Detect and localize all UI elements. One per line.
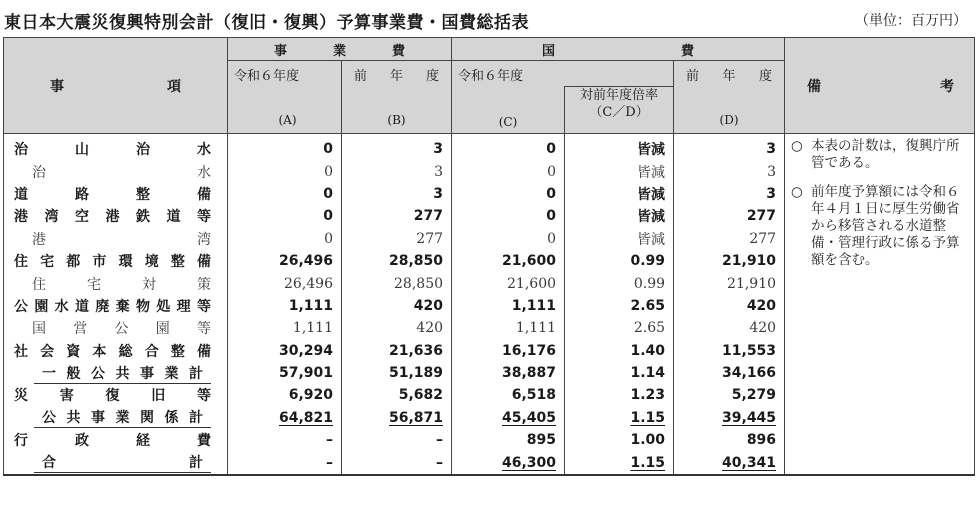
row-value-d: 21,910 xyxy=(674,272,785,294)
row-value-a: 0 xyxy=(228,205,342,227)
header-d: 前 年 度 (D) xyxy=(674,61,785,134)
row-value-b: 3 xyxy=(342,183,452,205)
row-value-b: 3 xyxy=(342,134,452,161)
row-item-label: 行 政 経 費 xyxy=(4,429,228,451)
header-jigyohi: 事 業 費 xyxy=(228,38,452,61)
header-note: 備 考 xyxy=(785,38,975,134)
row-value-a: 1,111 xyxy=(228,295,342,317)
row-value-a: 6,920 xyxy=(228,384,342,406)
row-value-b: 28,850 xyxy=(342,272,452,294)
row-value-c: 38,887 xyxy=(452,362,565,384)
row-value-c: 1,111 xyxy=(452,317,565,339)
row-value-b: – xyxy=(342,429,452,451)
circle-bullet-icon: ○ xyxy=(791,138,803,154)
row-value-ratio: 0.99 xyxy=(565,250,674,272)
row-item-label: 住 宅 都 市 環 境 整 備 xyxy=(4,250,228,272)
row-value-a: 64,821 xyxy=(228,407,342,429)
row-value-b: 21,636 xyxy=(342,340,452,362)
row-value-ratio: 1.40 xyxy=(565,340,674,362)
row-value-c: 21,600 xyxy=(452,250,565,272)
row-value-c: 16,176 xyxy=(452,340,565,362)
row-item-label: 住 宅 対 策 xyxy=(4,272,228,294)
page-title: 東日本大震災復興特別会計（復旧・復興）予算事業費・国費総括表 xyxy=(4,13,529,33)
row-value-a: – xyxy=(228,451,342,474)
header-item: 事 項 xyxy=(4,38,228,134)
row-value-c: 0 xyxy=(452,160,565,182)
row-value-c: 0 xyxy=(452,205,565,227)
row-value-d: 3 xyxy=(674,183,785,205)
row-value-d: 5,279 xyxy=(674,384,785,406)
row-value-ratio: 皆減 xyxy=(565,134,674,161)
row-value-ratio: 皆減 xyxy=(565,160,674,182)
note-item: ○ 前年度予算額には令和６年４月１日に厚生労働省から移管される水道整備・管理行政に係る予算額を含む。 xyxy=(791,184,960,268)
header-ratio: 対前年度倍率 （C／D） xyxy=(565,86,674,133)
header-c-letter: (C) xyxy=(452,86,565,133)
header-a: 令和６年度 (A) xyxy=(228,61,342,134)
row-value-ratio: 2.65 xyxy=(565,317,674,339)
row-value-d: 11,553 xyxy=(674,340,785,362)
row-value-ratio: 皆減 xyxy=(565,205,674,227)
row-value-c: 21,600 xyxy=(452,272,565,294)
table-body xyxy=(4,134,975,475)
row-item-label: 社 会 資 本 総 合 整 備 xyxy=(4,340,228,362)
row-value-a: 1,111 xyxy=(228,317,342,339)
header-kokuhi: 国 費 xyxy=(452,38,785,61)
row-item-label: 一 般 公 共 事 業 計 xyxy=(4,362,228,384)
unit-label: （単位：百万円） xyxy=(855,13,967,29)
row-value-b: – xyxy=(342,451,452,474)
row-value-a: 30,294 xyxy=(228,340,342,362)
row-value-a: 26,496 xyxy=(228,272,342,294)
row-item-label: 公 園 水 道 廃 棄 物 処 理 等 xyxy=(4,295,228,317)
row-item-label: 港 湾 空 港 鉄 道 等 xyxy=(4,205,228,227)
header-b: 前 年 度 (B) xyxy=(342,61,452,134)
row-value-c: 0 xyxy=(452,134,565,161)
row-value-b: 5,682 xyxy=(342,384,452,406)
row-value-a: 0 xyxy=(228,228,342,250)
row-value-ratio: 0.99 xyxy=(565,272,674,294)
notes-cell xyxy=(785,134,975,475)
row-value-d: 277 xyxy=(674,205,785,227)
row-value-c: 0 xyxy=(452,228,565,250)
row-value-a: 57,901 xyxy=(228,362,342,384)
row-value-a: 0 xyxy=(228,134,342,161)
table-row xyxy=(4,134,975,161)
row-value-c: 6,518 xyxy=(452,384,565,406)
row-value-d: 39,445 xyxy=(674,407,785,429)
row-item-label: 治 山 治 水 xyxy=(4,134,228,161)
row-value-d: 21,910 xyxy=(674,250,785,272)
row-value-ratio: 1.15 xyxy=(565,451,674,474)
row-value-ratio: 1.14 xyxy=(565,362,674,384)
row-value-b: 420 xyxy=(342,295,452,317)
row-value-d: 896 xyxy=(674,429,785,451)
row-value-ratio: 皆減 xyxy=(565,183,674,205)
row-value-b: 3 xyxy=(342,160,452,182)
row-value-a: 26,496 xyxy=(228,250,342,272)
note-item: ○ 本表の計数は，復興庁所管である。 xyxy=(791,138,960,171)
row-value-b: 56,871 xyxy=(342,407,452,429)
row-value-b: 277 xyxy=(342,205,452,227)
row-item-label: 国 営 公 園 等 xyxy=(4,317,228,339)
row-value-ratio: 皆減 xyxy=(565,228,674,250)
row-value-c: 0 xyxy=(452,183,565,205)
row-value-a: 0 xyxy=(228,183,342,205)
row-value-c: 895 xyxy=(452,429,565,451)
row-value-b: 420 xyxy=(342,317,452,339)
row-value-a: – xyxy=(228,429,342,451)
row-value-d: 420 xyxy=(674,295,785,317)
row-item-label: 港 湾 xyxy=(4,228,228,250)
row-value-ratio: 1.15 xyxy=(565,407,674,429)
row-value-d: 277 xyxy=(674,228,785,250)
row-item-label: 道 路 整 備 xyxy=(4,183,228,205)
row-value-b: 28,850 xyxy=(342,250,452,272)
row-value-c: 45,405 xyxy=(452,407,565,429)
row-value-ratio: 1.00 xyxy=(565,429,674,451)
row-value-ratio: 2.65 xyxy=(565,295,674,317)
row-value-c: 46,300 xyxy=(452,451,565,474)
row-item-label: 合 計 xyxy=(4,451,228,474)
header-c-year: 令和６年度 xyxy=(452,61,674,87)
row-value-d: 3 xyxy=(674,160,785,182)
row-value-d: 3 xyxy=(674,134,785,161)
row-value-c: 1,111 xyxy=(452,295,565,317)
row-value-d: 420 xyxy=(674,317,785,339)
circle-bullet-icon: ○ xyxy=(791,184,803,200)
row-value-d: 40,341 xyxy=(674,451,785,474)
row-value-d: 34,166 xyxy=(674,362,785,384)
budget-table xyxy=(3,37,975,476)
row-value-a: 0 xyxy=(228,160,342,182)
row-value-b: 277 xyxy=(342,228,452,250)
row-value-ratio: 1.23 xyxy=(565,384,674,406)
row-item-label: 災 害 復 旧 等 xyxy=(4,384,228,406)
row-value-b: 51,189 xyxy=(342,362,452,384)
row-item-label: 公 共 事 業 関 係 計 xyxy=(4,407,228,429)
row-item-label: 治 水 xyxy=(4,160,228,182)
